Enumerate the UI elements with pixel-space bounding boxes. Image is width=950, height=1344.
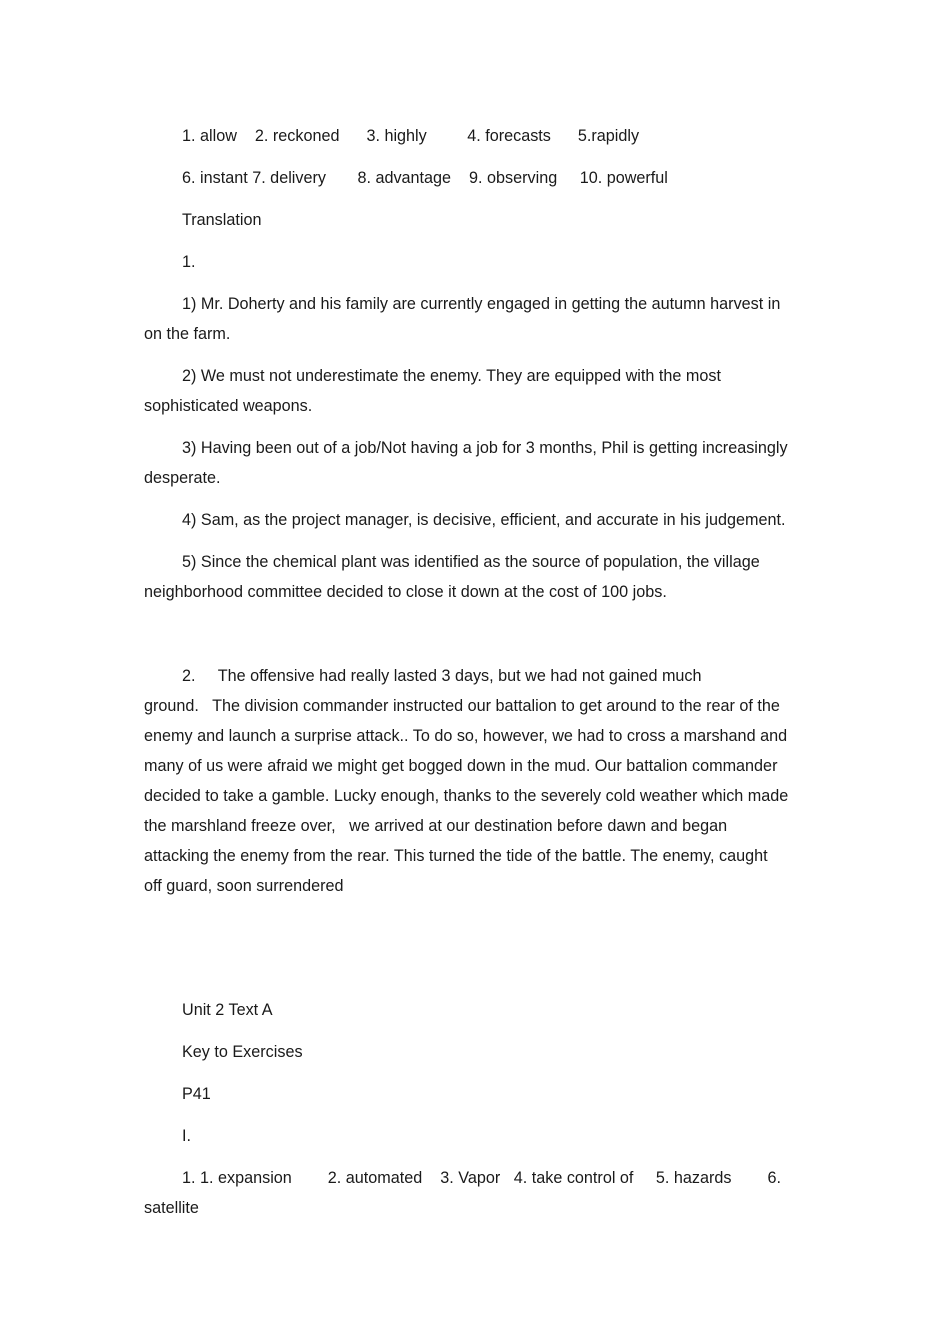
sentence-2: 2) We must not underestimate the enemy. They are equipped with the most	[182, 367, 721, 385]
key-heading: Key to Exercises	[182, 1043, 303, 1061]
section-1-number: 1.	[182, 253, 196, 271]
exercise-line-2: satellite	[144, 1199, 199, 1217]
sentence-3: 3) Having been out of a job/Not having a job for 3 months, Phil is getting increasingly	[182, 439, 788, 457]
paragraph-2-line-6: the marshland freeze over, we arrived at our destination before dawn and began	[144, 817, 728, 835]
page-reference: P41	[182, 1085, 211, 1103]
paragraph-2-line-8: off guard, soon surrendered	[144, 877, 344, 895]
sentence-1: 1) Mr. Doherty and his family are currently engaged in getting the autumn harvest in	[182, 295, 781, 313]
paragraph-2-line-1: 2. The offensive had really lasted 3 days, but we had not gained much	[182, 667, 702, 685]
sentence-2-continued: sophisticated weapons.	[144, 397, 313, 415]
unit-title: Unit 2 Text A	[182, 1001, 273, 1019]
sentence-1-continued: on the farm.	[144, 325, 231, 343]
paragraph-2-line-4: many of us were afraid we might get bogged down in the mud. Our battalion commander	[144, 757, 778, 775]
paragraph-2-line-5: decided to take a gamble. Lucky enough, thanks to the severely cold weather which made	[144, 787, 789, 805]
sentence-4: 4) Sam, as the project manager, is decisive, efficient, and accurate in his judgement.	[182, 511, 786, 529]
answers-row-1: 1. allow 2. reckoned 3. highly 4. forecasts 5.rapidly	[182, 127, 640, 145]
exercise-line-1: 1. 1. expansion 2. automated 3. Vapor 4. take control of 5. hazards 6.	[182, 1169, 781, 1187]
paragraph-2-line-2: ground. The division commander instructed our battalion to get around to the rear of the	[144, 697, 780, 715]
paragraph-2-line-7: attacking the enemy from the rear. This turned the tide of the battle. The enemy, caught	[144, 847, 768, 865]
translation-heading: Translation	[182, 211, 262, 229]
answers-row-2: 6. instant 7. delivery 8. advantage 9. observing 10. powerful	[182, 169, 668, 187]
sentence-5-continued: neighborhood committee decided to close it down at the cost of 100 jobs.	[144, 583, 667, 601]
sentence-5: 5) Since the chemical plant was identified as the source of population, the village	[182, 553, 760, 571]
section-roman-one: I.	[182, 1127, 191, 1145]
paragraph-2-line-3: enemy and launch a surprise attack.. To do so, however, we had to cross a marshand and	[144, 727, 788, 745]
sentence-3-continued: desperate.	[144, 469, 221, 487]
